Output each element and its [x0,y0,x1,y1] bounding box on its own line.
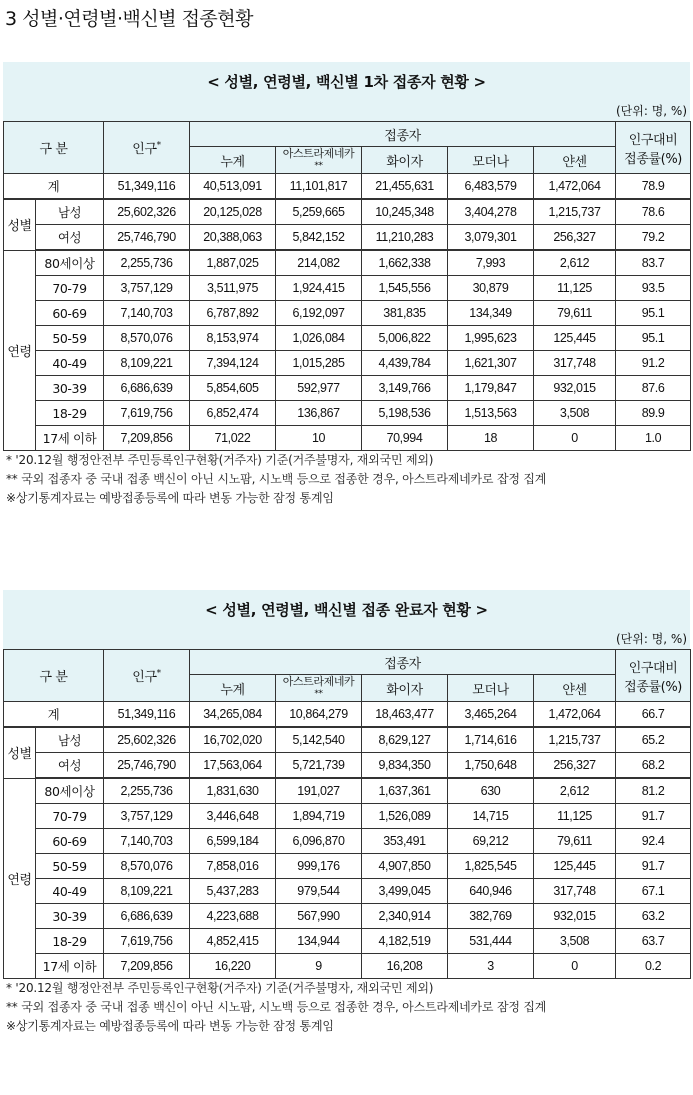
footnote: * '20.12월 행정안전부 주민등록인구현황(거주자) 기준(거주불명자, 재외국민 제외) [6,981,434,995]
table-cell: 1,662,338 [362,250,448,276]
table-cell: 51,349,116 [104,174,190,200]
table-cell: 6,599,184 [190,829,276,854]
table-cell: 18 [448,426,534,451]
table-cell: 1,215,737 [534,199,616,225]
table-cell: 1,526,089 [362,804,448,829]
header-astrazeneca: 아스트라제네카 ** [276,147,362,174]
fully-vaccinated-section [3,590,690,1036]
table-cell: 63.2 [616,904,691,929]
table-cell: 40,513,091 [190,174,276,200]
footnotes [3,451,690,508]
table-cell: 1,621,307 [448,351,534,376]
row-label: 40-49 [36,879,104,904]
table-cell: 95.1 [616,301,691,326]
table-cell: 20,388,063 [190,225,276,251]
table-row [4,351,691,376]
table-cell: 9 [276,954,362,979]
table-cell: 1,472,064 [534,174,616,200]
table-cell: 4,182,519 [362,929,448,954]
table-row [4,829,691,854]
table-row [4,174,691,200]
table-cell: 16,208 [362,954,448,979]
table-cell: 214,082 [276,250,362,276]
page-title: 3 성별·연령별·백신별 접종현황 [5,8,253,30]
table-cell: 5,854,605 [190,376,276,401]
row-label: 70-79 [36,804,104,829]
table-cell: 6,192,097 [276,301,362,326]
table-cell: 2,340,914 [362,904,448,929]
footnote: ** 국외 접종자 중 국내 접종 백신이 아닌 시노팜, 시노백 등으로 접종한 경우, 아스트라제네카로 잡정 집계 [6,472,547,486]
row-label: 70-79 [36,276,104,301]
group-label: 연령 [4,778,36,979]
group-label: 성별 [4,727,36,778]
table-cell: 14,715 [448,804,534,829]
table-cell: 6,686,639 [104,376,190,401]
table-row [4,929,691,954]
row-label: 17세 이하 [36,426,104,451]
table-row [4,702,691,728]
table-cell: 92.4 [616,829,691,854]
table-cell: 6,096,870 [276,829,362,854]
table-cell: 1,215,737 [534,727,616,753]
table-cell: 125,445 [534,326,616,351]
table-cell: 567,990 [276,904,362,929]
table-cell: 1,894,719 [276,804,362,829]
group-label: 연령 [4,250,36,451]
table-row [4,778,691,804]
table-cell: 81.2 [616,778,691,804]
header-cumulative: 누계 [190,147,276,174]
footnote: ※상기통계자료는 예방접종등록에 따라 변동 가능한 잠정 통계임 [6,491,334,505]
table-cell: 3,149,766 [362,376,448,401]
table-cell: 79,611 [534,829,616,854]
table-cell: 71,022 [190,426,276,451]
table-cell: 78.6 [616,199,691,225]
table-cell: 640,946 [448,879,534,904]
table-cell: 979,544 [276,879,362,904]
table-row [4,727,691,753]
table-cell: 5,842,152 [276,225,362,251]
header-population: 인구* [104,122,190,174]
table-cell: 7,619,756 [104,929,190,954]
table-cell: 1.0 [616,426,691,451]
table-cell: 3,465,264 [448,702,534,728]
table-cell: 125,445 [534,854,616,879]
table-cell: 3,404,278 [448,199,534,225]
table-cell: 1,750,648 [448,753,534,779]
table-cell: 932,015 [534,904,616,929]
table-cell: 999,176 [276,854,362,879]
table-cell: 16,702,020 [190,727,276,753]
table-cell: 8,570,076 [104,854,190,879]
table-cell: 5,198,536 [362,401,448,426]
table-cell: 1,924,415 [276,276,362,301]
table-cell: 34,265,084 [190,702,276,728]
table-cell: 1,714,616 [448,727,534,753]
table-cell: 1,026,084 [276,326,362,351]
row-label: 50-59 [36,854,104,879]
table-row [4,376,691,401]
table-cell: 6,852,474 [190,401,276,426]
table-row [4,804,691,829]
row-label: 17세 이하 [36,954,104,979]
table-cell: 317,748 [534,351,616,376]
table-cell: 8,570,076 [104,326,190,351]
table-cell: 1,513,563 [448,401,534,426]
table-cell: 93.5 [616,276,691,301]
table-cell: 0.2 [616,954,691,979]
header-janssen: 얀센 [534,675,616,702]
table-cell: 2,255,736 [104,778,190,804]
table-cell: 1,825,545 [448,854,534,879]
table-cell: 17,563,064 [190,753,276,779]
table-row [4,276,691,301]
table-cell: 11,210,283 [362,225,448,251]
table-cell: 381,835 [362,301,448,326]
row-label: 여성 [36,225,104,251]
row-label: 계 [4,174,104,200]
table-cell: 78.9 [616,174,691,200]
row-label: 60-69 [36,829,104,854]
table-cell: 382,769 [448,904,534,929]
table-cell: 317,748 [534,879,616,904]
table-cell: 10,864,279 [276,702,362,728]
table-cell: 630 [448,778,534,804]
table-cell: 4,439,784 [362,351,448,376]
table-cell: 10,245,348 [362,199,448,225]
row-label: 40-49 [36,351,104,376]
table-cell: 25,602,326 [104,199,190,225]
table-cell: 353,491 [362,829,448,854]
table-cell: 3,511,975 [190,276,276,301]
table-cell: 18,463,477 [362,702,448,728]
first-dose-section [3,62,690,508]
table-cell: 11,101,817 [276,174,362,200]
section-title: < 성별, 연령별, 백신별 접종 완료자 현황 > [3,590,690,630]
table-cell: 91.7 [616,854,691,879]
table-cell: 3,757,129 [104,276,190,301]
table-cell: 20,125,028 [190,199,276,225]
table-cell: 11,125 [534,804,616,829]
table-cell: 5,006,822 [362,326,448,351]
table-cell: 3,757,129 [104,804,190,829]
table-cell: 8,153,974 [190,326,276,351]
table-cell: 6,483,579 [448,174,534,200]
row-label: 30-39 [36,904,104,929]
table-cell: 0 [534,426,616,451]
table-cell: 63.7 [616,929,691,954]
table-cell: 6,686,639 [104,904,190,929]
table-cell: 3,446,648 [190,804,276,829]
table-cell: 1,545,556 [362,276,448,301]
table-row [4,753,691,779]
table-row [4,225,691,251]
row-label: 50-59 [36,326,104,351]
table-cell: 3,508 [534,401,616,426]
table-cell: 5,259,665 [276,199,362,225]
table-cell: 69,212 [448,829,534,854]
footnotes [3,979,690,1036]
table-cell: 2,612 [534,778,616,804]
table-cell: 3 [448,954,534,979]
table-cell: 0 [534,954,616,979]
header-pfizer: 화이자 [362,675,448,702]
table-cell: 8,109,221 [104,879,190,904]
header-cumulative: 누계 [190,675,276,702]
footnote: ** 국외 접종자 중 국내 접종 백신이 아닌 시노팜, 시노백 등으로 접종한 경우, 아스트라제네카로 잠정 집계 [6,1000,547,1014]
vaccination-table [3,121,691,451]
table-row [4,199,691,225]
table-cell: 67.1 [616,879,691,904]
table-cell: 7,140,703 [104,829,190,854]
vaccination-table [3,649,691,979]
table-cell: 16,220 [190,954,276,979]
header-category: 구 분 [4,122,104,174]
table-cell: 1,637,361 [362,778,448,804]
table-cell: 134,944 [276,929,362,954]
table-cell: 7,209,856 [104,954,190,979]
group-label: 성별 [4,199,36,250]
table-cell: 592,977 [276,376,362,401]
table-cell: 531,444 [448,929,534,954]
table-cell: 7,140,703 [104,301,190,326]
table-cell: 87.6 [616,376,691,401]
row-label: 여성 [36,753,104,779]
table-cell: 256,327 [534,753,616,779]
table-cell: 7,619,756 [104,401,190,426]
footnote: * '20.12월 행정안전부 주민등록인구현황(거주자) 기준(거주불명자, 재외국민 제외) [6,453,434,467]
table-row [4,250,691,276]
table-cell: 89.9 [616,401,691,426]
table-cell: 6,787,892 [190,301,276,326]
header-category: 구 분 [4,650,104,702]
table-cell: 7,209,856 [104,426,190,451]
table-cell: 256,327 [534,225,616,251]
header-moderna: 모더나 [448,675,534,702]
row-label: 80세이상 [36,250,104,276]
table-cell: 11,125 [534,276,616,301]
table-cell: 4,852,415 [190,929,276,954]
table-row [4,954,691,979]
table-cell: 1,995,623 [448,326,534,351]
table-row [4,854,691,879]
table-cell: 7,993 [448,250,534,276]
table-cell: 136,867 [276,401,362,426]
table-cell: 91.7 [616,804,691,829]
row-label: 계 [4,702,104,728]
table-cell: 1,887,025 [190,250,276,276]
table-cell: 10 [276,426,362,451]
table-cell: 134,349 [448,301,534,326]
table-cell: 91.2 [616,351,691,376]
table-row [4,401,691,426]
table-cell: 66.7 [616,702,691,728]
table-cell: 4,907,850 [362,854,448,879]
table-cell: 4,223,688 [190,904,276,929]
header-rate: 인구대비 접종률(%) [616,650,691,702]
header-population: 인구* [104,650,190,702]
header-astrazeneca: 아스트라제네카 ** [276,675,362,702]
header-moderna: 모더나 [448,147,534,174]
table-cell: 1,472,064 [534,702,616,728]
table-cell: 79,611 [534,301,616,326]
table-cell: 2,255,736 [104,250,190,276]
table-cell: 8,629,127 [362,727,448,753]
table-cell: 65.2 [616,727,691,753]
table-cell: 3,079,301 [448,225,534,251]
row-label: 남성 [36,727,104,753]
table-cell: 95.1 [616,326,691,351]
table-cell: 5,437,283 [190,879,276,904]
table-cell: 932,015 [534,376,616,401]
table-cell: 83.7 [616,250,691,276]
table-cell: 5,142,540 [276,727,362,753]
row-label: 80세이상 [36,778,104,804]
table-cell: 1,831,630 [190,778,276,804]
table-cell: 25,602,326 [104,727,190,753]
table-cell: 5,721,739 [276,753,362,779]
row-label: 18-29 [36,401,104,426]
table-cell: 51,349,116 [104,702,190,728]
header-vaccinated: 접종자 [190,650,616,675]
table-cell: 8,109,221 [104,351,190,376]
section-title: < 성별, 연령별, 백신별 1차 접종자 현황 > [3,62,690,102]
table-cell: 1,179,847 [448,376,534,401]
table-row [4,879,691,904]
table-cell: 7,394,124 [190,351,276,376]
table-cell: 68.2 [616,753,691,779]
row-label: 60-69 [36,301,104,326]
unit-label: (단위: 명, %) [3,102,690,121]
unit-label: (단위: 명, %) [3,630,690,649]
table-cell: 7,858,016 [190,854,276,879]
footnote: ※상기통계자료는 예방접종등록에 따라 변동 가능한 잠정 통계임 [6,1019,334,1033]
table-cell: 30,879 [448,276,534,301]
table-row [4,904,691,929]
table-cell: 3,499,045 [362,879,448,904]
header-rate: 인구대비 접종률(%) [616,122,691,174]
table-cell: 79.2 [616,225,691,251]
header-janssen: 얀센 [534,147,616,174]
table-cell: 25,746,790 [104,225,190,251]
table-cell: 25,746,790 [104,753,190,779]
table-cell: 70,994 [362,426,448,451]
table-row [4,326,691,351]
table-cell: 9,834,350 [362,753,448,779]
table-cell: 1,015,285 [276,351,362,376]
row-label: 30-39 [36,376,104,401]
row-label: 남성 [36,199,104,225]
table-row [4,426,691,451]
table-row [4,301,691,326]
table-cell: 21,455,631 [362,174,448,200]
table-cell: 3,508 [534,929,616,954]
header-vaccinated: 접종자 [190,122,616,147]
table-cell: 2,612 [534,250,616,276]
table-cell: 191,027 [276,778,362,804]
header-pfizer: 화이자 [362,147,448,174]
row-label: 18-29 [36,929,104,954]
